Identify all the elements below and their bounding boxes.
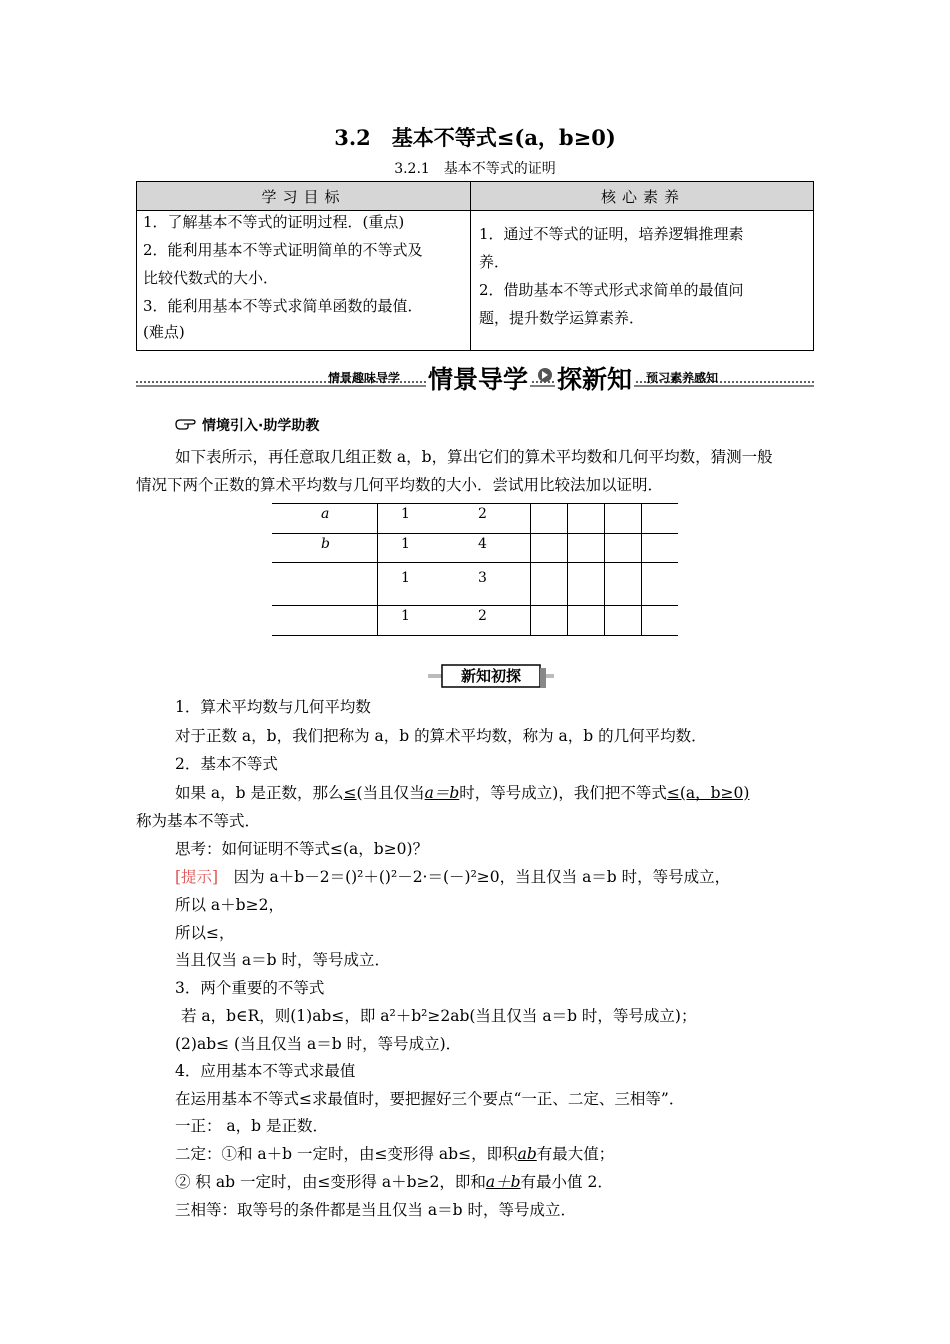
- banner-arrow-icon: [537, 367, 553, 383]
- para-4: 一正： a，b 是正数．: [175, 1117, 329, 1135]
- para-4: [175, 1142, 614, 1164]
- table-rule: [272, 533, 678, 534]
- hint-tag: [提示]: [175, 868, 219, 886]
- literacy-line: 养．: [479, 253, 510, 271]
- heading-2: 2．基本不等式: [175, 755, 278, 773]
- para-2-part: 时，等号成立)，我们把不等式: [459, 784, 667, 802]
- hint-line: 当且仅当 a＝b 时，等号成立．: [175, 951, 391, 969]
- para-2-part: (当且仅当: [356, 784, 425, 802]
- goal-line: 1．了解基本不等式的证明过程．(重点): [143, 213, 405, 231]
- para-4-part: 二定：①和 a＋b 一定时，由≤变形得 ab≤，即积: [175, 1145, 518, 1163]
- para-4-underlined: ab: [517, 1145, 537, 1163]
- hint-text: 因为 a＋b－2＝()²＋()²－2·＝(－)²≥0，当且仅当 a＝b 时，等号成立，: [233, 868, 731, 886]
- intro-line: 情况下两个正数的算术平均数与几何平均数的大小．尝试用比较法加以证明．: [136, 476, 664, 494]
- para-4: [175, 1170, 613, 1192]
- table-cell: 1: [401, 608, 410, 624]
- heading-1: 1．算术平均数与几何平均数: [175, 698, 371, 716]
- banner-left-text: 情景趣味导学: [328, 371, 401, 385]
- table-col-rule: [641, 503, 642, 636]
- heading-3: 3．两个重要的不等式: [175, 979, 325, 997]
- table-cell: 1: [401, 570, 410, 586]
- para-4-part: 有最大值；: [536, 1145, 615, 1163]
- literacy-line: 2．借助基本不等式形式求简单的最值问: [479, 281, 744, 299]
- row-label-b: b: [321, 536, 330, 552]
- goal-line: 比较代数式的大小．: [143, 269, 279, 287]
- page-subtitle: 3.2.1 基本不等式的证明: [394, 161, 556, 177]
- objectives-table: [136, 181, 814, 351]
- heading-4: 4．应用基本不等式求最值: [175, 1062, 356, 1080]
- banner-main-left: 情景导学: [426, 360, 530, 396]
- table-col-rule: [377, 503, 378, 636]
- table-col-rule: [567, 503, 568, 636]
- para-2-part: 如果 a，b 是正数，那么: [175, 784, 344, 802]
- hint-line: 所以≤，: [175, 924, 235, 942]
- para-4-underlined: a＋b: [485, 1173, 521, 1191]
- goal-line: 2．能利用基本不等式证明简单的不等式及: [143, 241, 423, 259]
- goal-line: 3．能利用基本不等式求简单函数的最值．: [143, 297, 423, 315]
- literacy-line: 1．通过不等式的证明，培养逻辑推理素: [479, 225, 744, 243]
- table-col-rule: [604, 503, 605, 636]
- banner-main-right: 探新知: [555, 360, 634, 396]
- header-core-literacy: 核心素养: [600, 188, 685, 206]
- banner-right-text: 预习素养感知: [646, 371, 719, 385]
- page-title: 3.2 基本不等式≤(a，b≥0): [334, 125, 616, 150]
- hand-pointer-icon: [174, 415, 198, 431]
- intro-line: 如下表所示，再任意取几组正数 a，b，算出它们的算术平均数和几何平均数，猜测一般: [175, 448, 773, 466]
- table-cell: 2: [478, 506, 487, 522]
- para-3: (2)ab≤ (当且仅当 a＝b 时，等号成立)．: [175, 1035, 462, 1053]
- table-cell: 4: [478, 536, 487, 552]
- intro-label: 情境引入·助学助教: [202, 418, 320, 434]
- header-learning-goals: 学习目标: [261, 188, 346, 206]
- table-cell: 3: [478, 570, 487, 586]
- hint-line: 所以 a＋b≥2，: [175, 896, 284, 914]
- table-cell: 1: [401, 536, 410, 552]
- think-question: 思考：如何证明不等式≤(a，b≥0)？: [175, 840, 429, 858]
- para-3: 若 a，b∈R，则(1)ab≤，即 a²＋b²≥2ab(当且仅当 a＝b 时，等号成立)；: [181, 1007, 697, 1025]
- section-label: 新知初探: [460, 667, 521, 685]
- para-2: [175, 781, 749, 803]
- table-divider: [470, 182, 471, 350]
- table-cell: 1: [401, 506, 410, 522]
- table-rule: [272, 562, 678, 563]
- hint-line: [175, 865, 730, 887]
- para-2-cont: 称为基本不等式．: [136, 812, 261, 830]
- para-4-part: 有最小值 2．: [520, 1173, 613, 1191]
- table-rule: [272, 605, 678, 606]
- para-4: 在运用基本不等式≤求最值时，要把握好三个要点“一正、二定、三相等”．: [175, 1090, 685, 1108]
- para-2-underlined: a＝b: [424, 784, 460, 802]
- para-1: 对于正数 a，b，我们把称为 a，b 的算术平均数，称为 a，b 的几何平均数．: [175, 727, 707, 745]
- literacy-line: 题，提升数学运算素养．: [479, 309, 645, 327]
- table-rule: [272, 503, 678, 504]
- table-col-rule: [530, 503, 531, 636]
- goal-line: (难点): [143, 323, 185, 341]
- para-2-underlined: ≤(a，b≥0): [666, 784, 750, 802]
- para-4-part: ② 积 ab 一定时，由≤变形得 a＋b≥2，即和: [175, 1173, 486, 1191]
- table-rule: [272, 635, 678, 636]
- row-label-a: a: [321, 506, 330, 522]
- para-2-underlined: ≤: [343, 784, 357, 802]
- para-4: 三相等：取等号的条件都是当且仅当 a＝b 时，等号成立．: [175, 1201, 577, 1219]
- data-table: [272, 503, 678, 636]
- table-cell: 2: [478, 608, 487, 624]
